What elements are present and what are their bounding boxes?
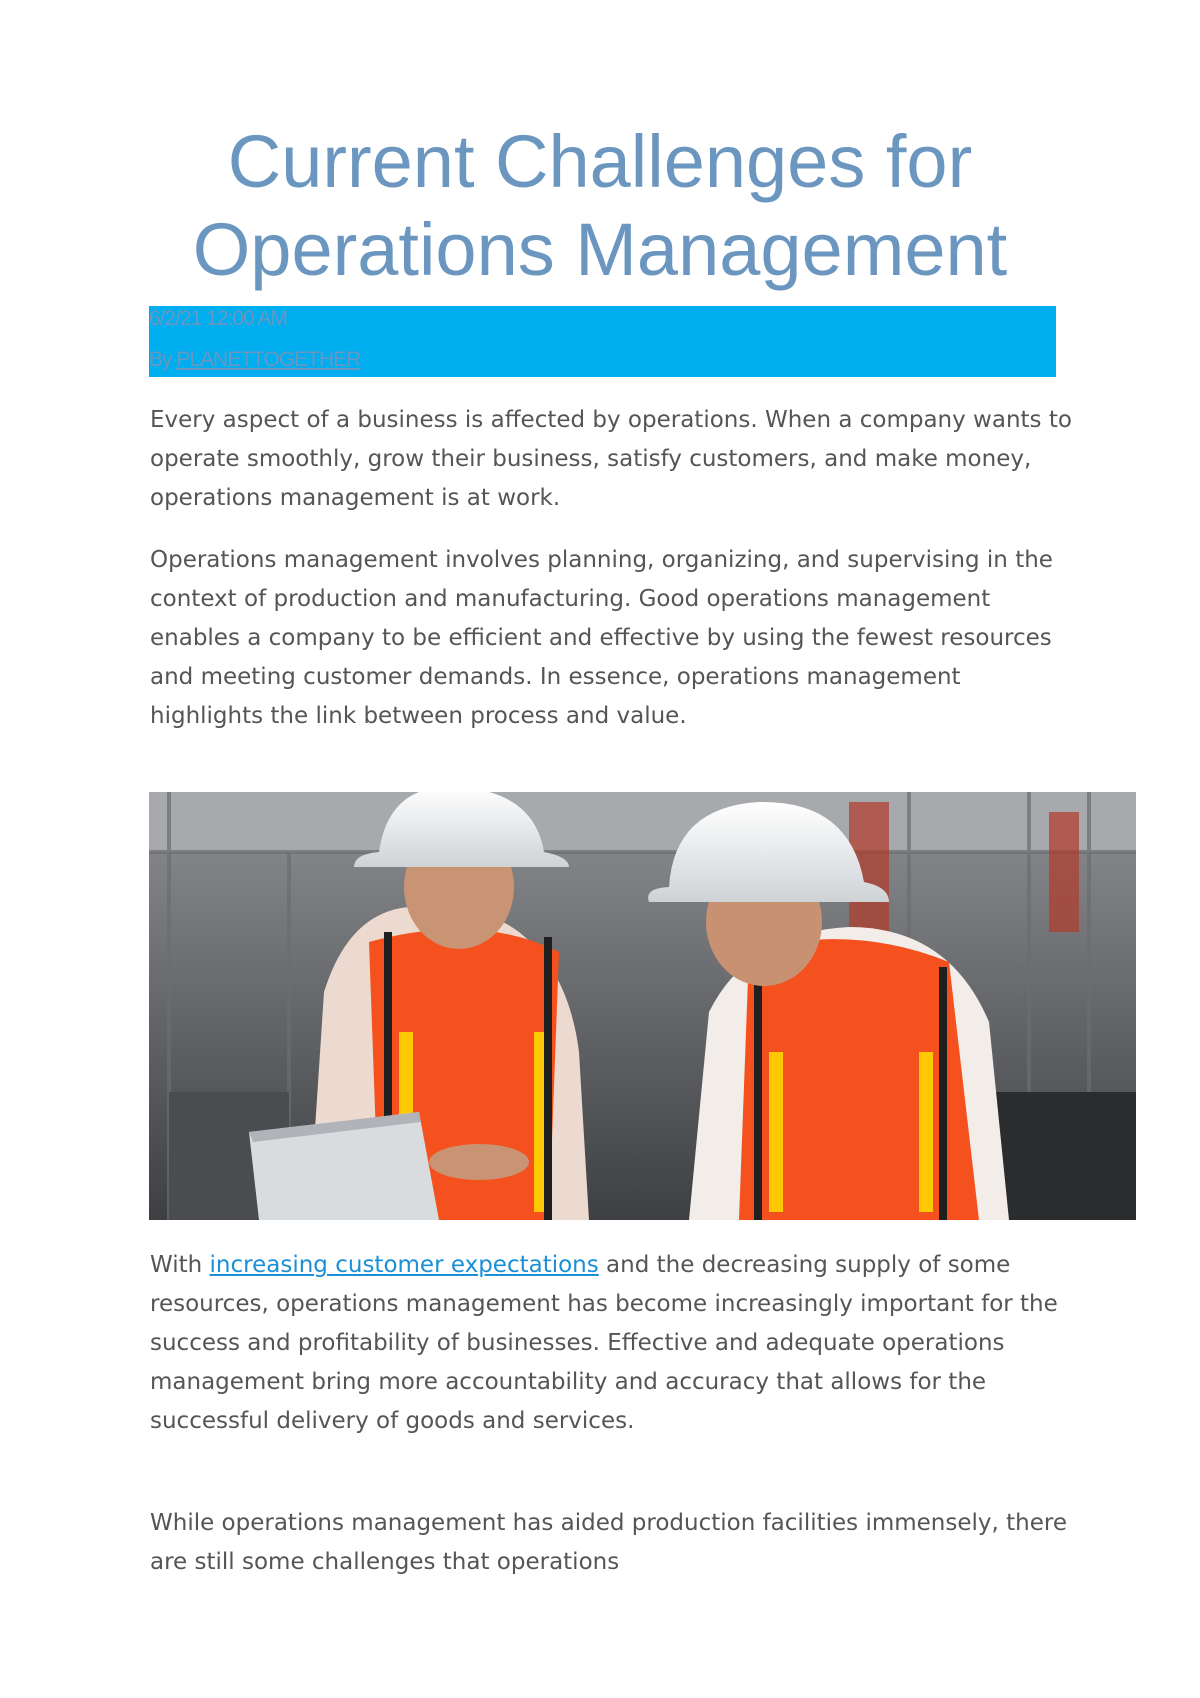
para3-text-after: and the decreasing supply of some resources, operations management has become increasingly important for the success and profitability of businesses. Effective and adequate operations management bring more accountability and accuracy that allows for the successful delivery of goods and services.: [150, 1252, 1058, 1434]
author-link[interactable]: PLANETTOGETHER: [176, 348, 361, 371]
page-title: [100, 118, 1100, 294]
post-meta-band: [149, 306, 1056, 377]
post-byline: [149, 348, 360, 372]
paragraph-intro: Every aspect of a business is affected by operations. When a company wants to operate smoothly, grow their business, satisfy customers, and make money, operations management is at work.: [150, 407, 1072, 511]
post-date: 6/2/21 12:00 AM: [149, 307, 287, 330]
paragraph-challenges: While operations management has aided production facilities immensely, there are still some challenges that operations: [150, 1510, 1067, 1575]
para3-text-before: With: [150, 1252, 210, 1278]
title-line-2: Operations Management: [192, 208, 1008, 291]
title-line-1: Current Challenges for: [227, 120, 973, 203]
byline-prefix: By: [149, 348, 177, 371]
workers-photo-illustration: [149, 792, 1136, 1220]
increasing-customer-expectations-link[interactable]: increasing customer expectations: [209, 1252, 599, 1278]
paragraph-definition: Operations management involves planning, organizing, and supervising in the context of production and manufacturing. Good operations management enables a company to be efficient and effective by using the fewest resources and meeting customer demands. In essence, operations management highlights the link between process and value.: [150, 547, 1053, 729]
article-photo: [149, 792, 1136, 1220]
paragraph-expectations: [150, 1246, 1080, 1441]
